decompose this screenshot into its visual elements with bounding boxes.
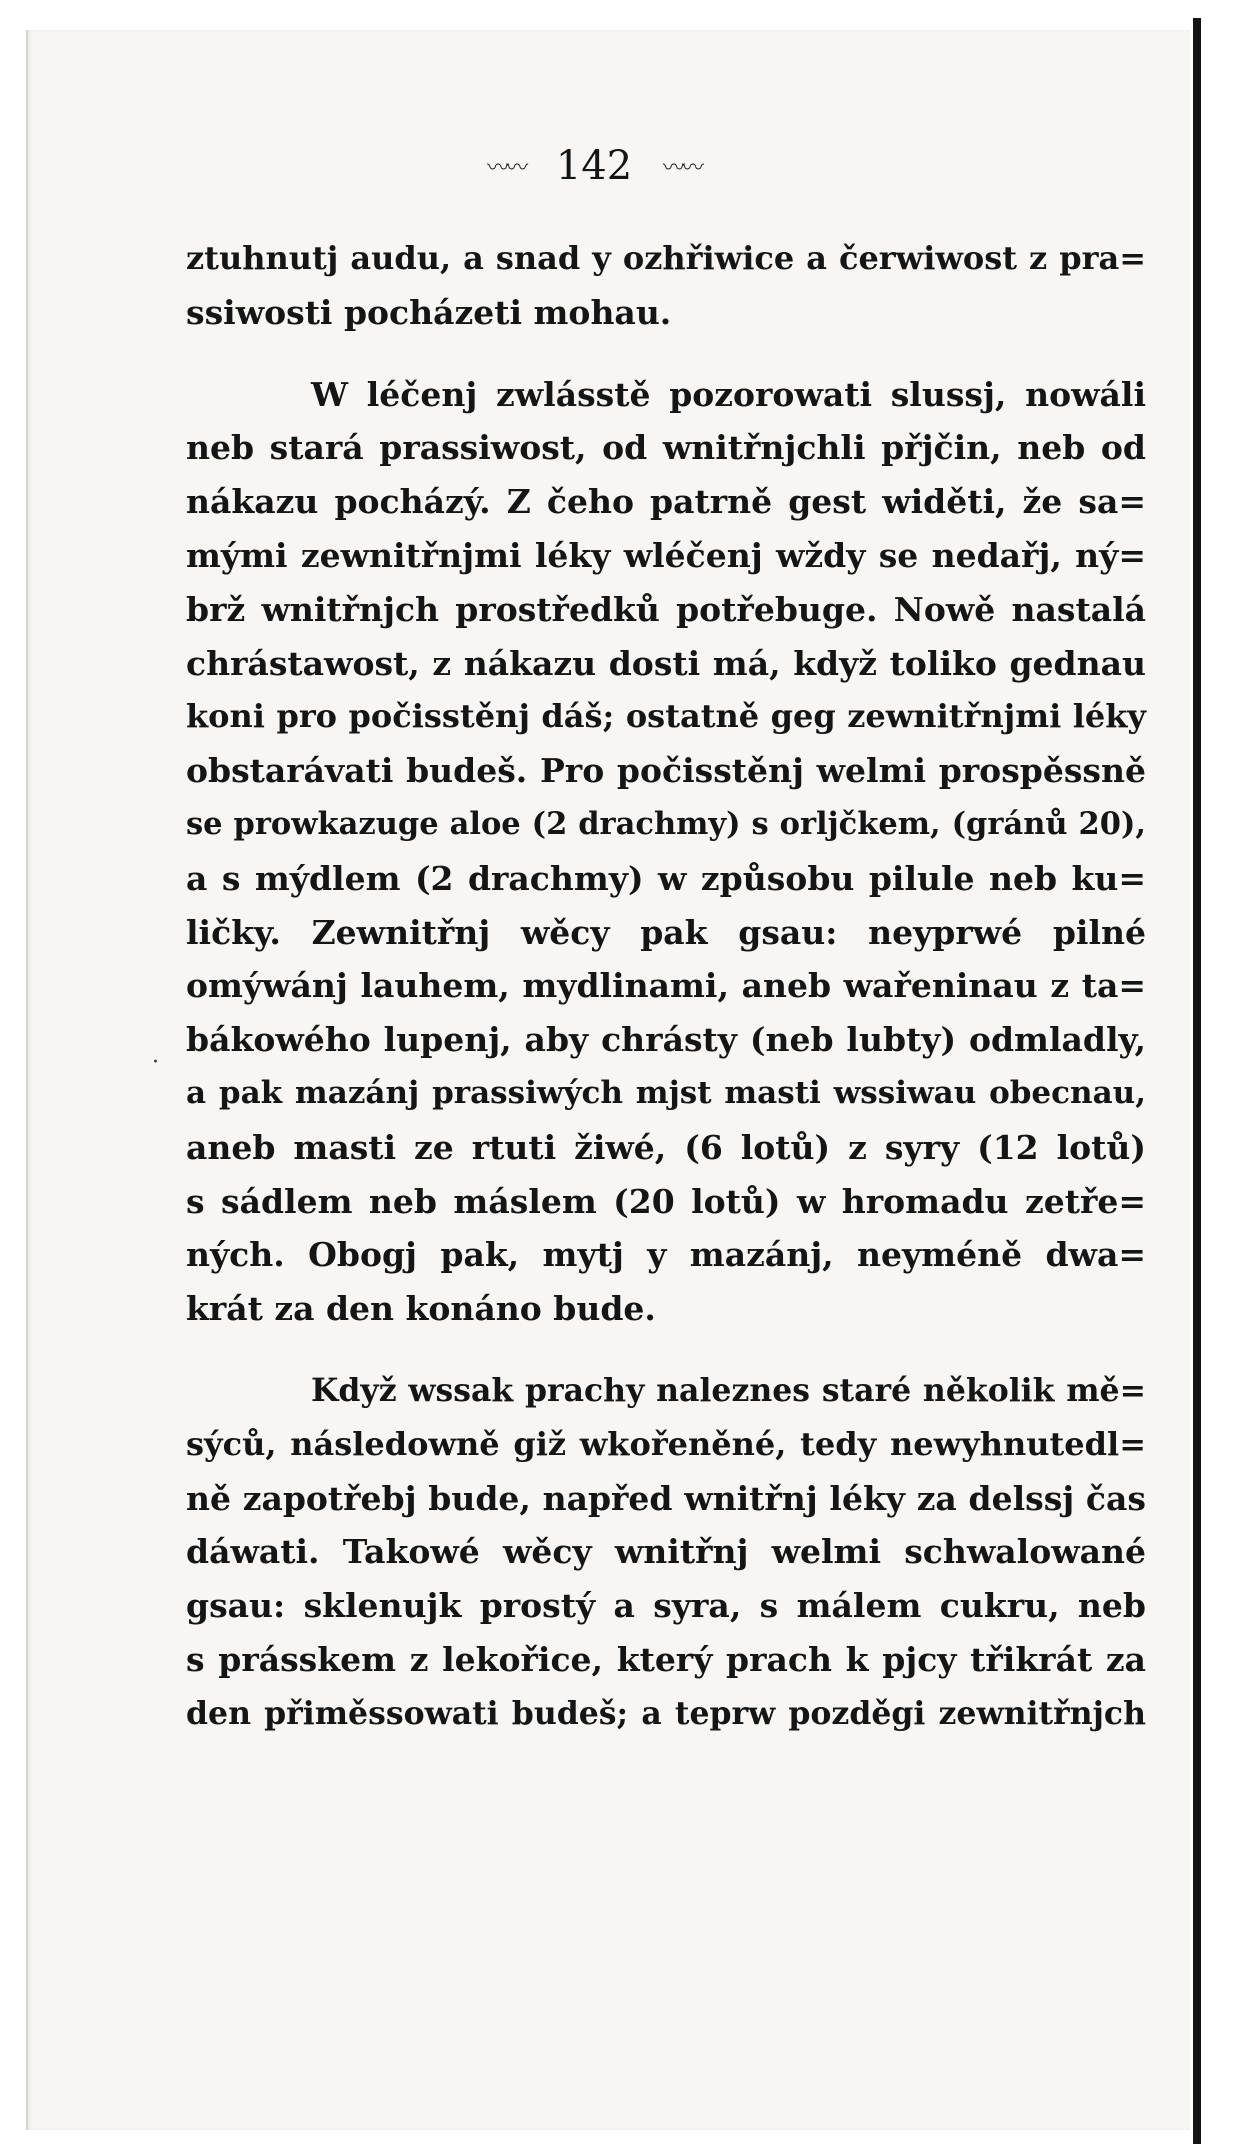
right-margin [1201,0,1253,2144]
text-line: se prowkazuge aloe (2 drachmy) s orljčkem, (gránů 20), [186,805,1146,842]
text-line: mými zewnitřnjmi léky wléčenj wždy se nedařj, ný= [186,535,1146,575]
ornament-left: 〰〰 [487,155,526,181]
body-text [186,232,1146,1741]
page-number: 142 [555,143,633,189]
text-line: s sádlem neb máslem (20 lotů) w hromadu zetře= [186,1181,1146,1221]
text-line: ličky. Zewnitřnj wěcy pak gsau: neyprwé pilné [186,912,1146,952]
text-line: obstarávati budeš. Pro počisstěnj welmi prospěssně [186,751,1146,791]
text-line: den přiměssowati budeš; a teprw pozděgi zewnitřnjch [186,1694,1146,1732]
text-line: brž wnitřnjch prostředků potřebuge. Nowě nastalá [186,589,1146,629]
text-line: gsau: sklenujk prostý a syra, s málem cukru, neb [186,1586,1146,1626]
text-line: ztuhnutj audu, a snad y ozhřiwice a čerwiwost z pra= [186,239,1146,277]
text-line: omýwánj lauhem, mydlinami, aneb wařeninau z ta= [186,966,1146,1006]
text-line: bákowého lupenj, aby chrásty (neb lubty) odmladly, [186,1020,1146,1060]
text-line: ssiwosti pocházeti mohau. [186,292,672,332]
paragraph [186,232,1146,340]
page-header [0,140,1188,189]
text-line: koni pro počisstěnj dáš; ostatně geg zewnitřnjmi léky [186,697,1146,736]
text-line: a pak mazánj prassiwých mjst masti wssiwau obecnau, [186,1074,1146,1111]
paragraph [186,1364,1146,1741]
text-line: Když wssak prachy naleznes staré několik mě= [311,1371,1146,1409]
text-line: ně zapotřebj bude, napřed wnitřnj léky za delssj čas [186,1478,1146,1518]
ornament-right: 〰〰 [662,155,701,181]
text-line: dáwati. Takowé wěcy wnitřnj welmi schwalowané [186,1532,1146,1572]
margin-dot: · [152,1050,159,1075]
text-line: aneb masti ze rtuti žiwé, (6 lotů) z syry (12 lotů) [186,1127,1146,1167]
text-line: s prásskem z lekořice, který prach k pjcy třikrát za [186,1639,1146,1679]
text-line: a s mýdlem (2 drachmy) w způsobu pilule neb ku= [186,858,1146,898]
binding-edge [1193,18,1201,2144]
paragraph [186,368,1146,1336]
text-line: chrástawost, z nákazu dosti má, když toliko gednau [186,643,1146,683]
text-line: ných. Obogj pak, mytj y mazánj, neyméně dwa= [186,1235,1146,1275]
text-line: nákazu pocházý. Z čeho patrně gest widěti, že sa= [186,482,1146,522]
text-line: neb stará prassiwost, od wnitřnjchli přjčin, neb od [186,428,1146,468]
text-line: W léčenj zwlásstě pozorowati slussj, nowáli [311,374,1146,414]
text-line: sýců, následowně giž wkořeněné, tedy newyhnutedl= [186,1424,1146,1463]
text-line: krát za den konáno bude. [186,1289,656,1329]
